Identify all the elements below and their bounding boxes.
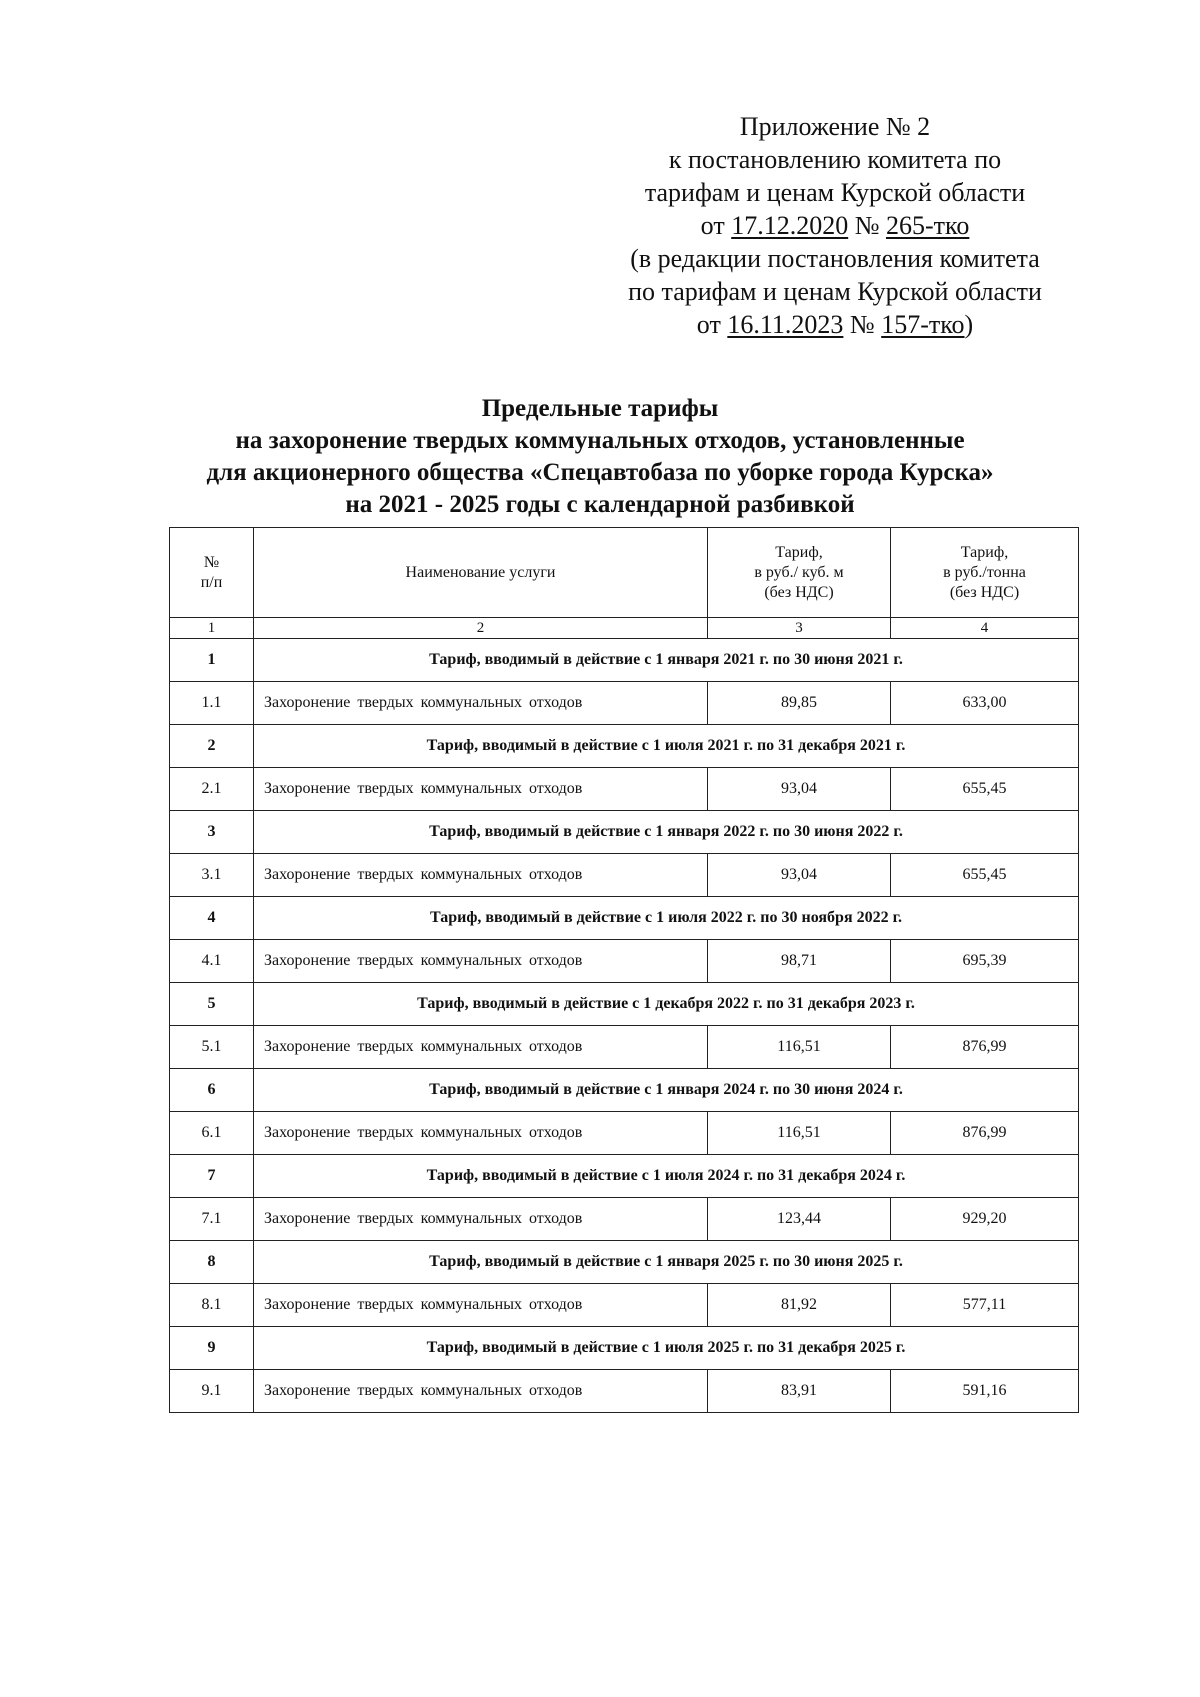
tariff-per-ton: 591,16 bbox=[891, 1370, 1079, 1413]
tariff-per-m3: 116,51 bbox=[708, 1112, 891, 1155]
title-line: на захоронение твердых коммунальных отходов, установленные bbox=[235, 427, 965, 454]
item-number: 2.1 bbox=[170, 768, 254, 811]
period-title: Тариф, вводимый в действие с 1 января 2024 г. по 30 июня 2024 г. bbox=[254, 1069, 1079, 1112]
period-title: Тариф, вводимый в действие с 1 января 2025 г. по 30 июня 2025 г. bbox=[254, 1241, 1079, 1284]
tariff-row bbox=[170, 854, 1079, 897]
tariff-per-ton: 633,00 bbox=[891, 682, 1079, 725]
item-number: 6.1 bbox=[170, 1112, 254, 1155]
annex-line: по тарифам и ценам Курской области bbox=[628, 277, 1042, 306]
annex-prefix: от bbox=[696, 310, 728, 339]
tariff-per-ton: 655,45 bbox=[891, 854, 1079, 897]
header-text: (без НДС) bbox=[764, 583, 834, 601]
column-number: 1 bbox=[170, 618, 254, 639]
tariff-per-m3: 123,44 bbox=[708, 1198, 891, 1241]
tariff-per-ton: 929,20 bbox=[891, 1198, 1079, 1241]
item-number: 3.1 bbox=[170, 854, 254, 897]
period-number: 2 bbox=[170, 725, 254, 768]
document-title bbox=[100, 393, 1100, 521]
header-text: (без НДС) bbox=[949, 583, 1020, 601]
period-number: 7 bbox=[170, 1155, 254, 1198]
annex-line: к постановлению комитета по bbox=[668, 145, 1002, 174]
period-title: Тариф, вводимый в действие с 1 июля 2024 г. по 31 декабря 2024 г. bbox=[254, 1155, 1079, 1198]
header-text: Наименование услуги bbox=[405, 563, 556, 581]
item-number: 4.1 bbox=[170, 940, 254, 983]
decree-date: 17.12.2020 bbox=[731, 211, 849, 240]
period-title: Тариф, вводимый в действие с 1 января 2022 г. по 30 июня 2022 г. bbox=[254, 811, 1079, 854]
revision-date: 16.11.2023 bbox=[727, 310, 844, 339]
tariff-row bbox=[170, 1112, 1079, 1155]
tariff-row bbox=[170, 1026, 1079, 1069]
service-name: Захоронение твердых коммунальных отходов bbox=[254, 1370, 708, 1413]
period-row bbox=[170, 1241, 1079, 1284]
tariff-per-m3: 93,04 bbox=[708, 768, 891, 811]
tariff-row bbox=[170, 1370, 1079, 1413]
header-text: в руб./ куб. м bbox=[754, 563, 844, 581]
header-text: п/п bbox=[200, 573, 223, 591]
tariff-per-m3: 116,51 bbox=[708, 1026, 891, 1069]
tariff-table bbox=[169, 527, 1079, 1413]
annex-line: (в редакции постановления комитета bbox=[630, 244, 1040, 273]
tariff-per-ton: 655,45 bbox=[891, 768, 1079, 811]
period-number: 1 bbox=[170, 639, 254, 682]
service-name: Захоронение твердых коммунальных отходов bbox=[254, 940, 708, 983]
period-title: Тариф, вводимый в действие с 1 июля 2022 г. по 30 ноября 2022 г. bbox=[254, 897, 1079, 940]
annex-revision-ref bbox=[600, 308, 1070, 341]
tariff-per-m3: 83,91 bbox=[708, 1370, 891, 1413]
period-row bbox=[170, 1327, 1079, 1370]
tariff-per-m3: 89,85 bbox=[708, 682, 891, 725]
period-number: 6 bbox=[170, 1069, 254, 1112]
tariff-per-ton: 876,99 bbox=[891, 1026, 1079, 1069]
tariff-row bbox=[170, 682, 1079, 725]
annex-line: Приложение № 2 bbox=[739, 112, 931, 141]
tariff-row bbox=[170, 768, 1079, 811]
item-number: 5.1 bbox=[170, 1026, 254, 1069]
item-number: 7.1 bbox=[170, 1198, 254, 1241]
decree-number: 265-тко bbox=[886, 211, 970, 240]
service-name: Захоронение твердых коммунальных отходов bbox=[254, 682, 708, 725]
item-number: 9.1 bbox=[170, 1370, 254, 1413]
period-row bbox=[170, 811, 1079, 854]
item-number: 8.1 bbox=[170, 1284, 254, 1327]
tariff-per-ton: 577,11 bbox=[891, 1284, 1079, 1327]
column-number: 2 bbox=[254, 618, 708, 639]
header-text: Тариф, bbox=[775, 543, 823, 561]
service-name: Захоронение твердых коммунальных отходов bbox=[254, 1284, 708, 1327]
service-name: Захоронение твердых коммунальных отходов bbox=[254, 768, 708, 811]
tariff-per-m3: 93,04 bbox=[708, 854, 891, 897]
service-name: Захоронение твердых коммунальных отходов bbox=[254, 1198, 708, 1241]
header-tariff-ton bbox=[891, 528, 1079, 618]
period-number: 8 bbox=[170, 1241, 254, 1284]
service-name: Захоронение твердых коммунальных отходов bbox=[254, 854, 708, 897]
annex-number-sign: № bbox=[848, 211, 886, 240]
header-service-name bbox=[254, 528, 708, 618]
annex-prefix: от bbox=[700, 211, 732, 240]
title-line: для акционерного общества «Спецавтобаза по уборке города Курска» bbox=[206, 459, 994, 486]
tariff-per-m3: 98,71 bbox=[708, 940, 891, 983]
period-title: Тариф, вводимый в действие с 1 июля 2025 г. по 31 декабря 2025 г. bbox=[254, 1327, 1079, 1370]
period-row bbox=[170, 1069, 1079, 1112]
column-number: 4 bbox=[891, 618, 1079, 639]
item-number: 1.1 bbox=[170, 682, 254, 725]
tariff-row bbox=[170, 1198, 1079, 1241]
annex-line: тарифам и ценам Курской области bbox=[644, 178, 1026, 207]
column-number: 3 bbox=[708, 618, 891, 639]
service-name: Захоронение твердых коммунальных отходов bbox=[254, 1112, 708, 1155]
period-title: Тариф, вводимый в действие с 1 июля 2021 г. по 31 декабря 2021 г. bbox=[254, 725, 1079, 768]
service-name: Захоронение твердых коммунальных отходов bbox=[254, 1026, 708, 1069]
annex-decree-ref bbox=[600, 209, 1070, 242]
period-number: 3 bbox=[170, 811, 254, 854]
tariff-per-ton: 876,99 bbox=[891, 1112, 1079, 1155]
header-text: Тариф, bbox=[960, 543, 1009, 561]
tariff-per-m3: 81,92 bbox=[708, 1284, 891, 1327]
period-number: 9 bbox=[170, 1327, 254, 1370]
column-number-row bbox=[170, 618, 1079, 639]
tariff-row bbox=[170, 1284, 1079, 1327]
header-row bbox=[170, 528, 1079, 618]
title-line: Предельные тарифы bbox=[481, 395, 719, 422]
period-number: 5 bbox=[170, 983, 254, 1026]
annex-number-sign: № bbox=[843, 310, 882, 339]
tariff-per-ton: 695,39 bbox=[891, 940, 1079, 983]
period-title: Тариф, вводимый в действие с 1 декабря 2022 г. по 31 декабря 2023 г. bbox=[254, 983, 1079, 1026]
header-text: № bbox=[203, 553, 220, 571]
revision-number: 157-тко bbox=[881, 310, 965, 339]
period-row bbox=[170, 725, 1079, 768]
period-title: Тариф, вводимый в действие с 1 января 2021 г. по 30 июня 2021 г. bbox=[254, 639, 1079, 682]
header-tariff-m3 bbox=[708, 528, 891, 618]
title-line: на 2021 - 2025 годы с календарной разбивкой bbox=[345, 491, 855, 518]
annex-suffix: ) bbox=[964, 310, 974, 339]
annex-header bbox=[600, 110, 1070, 341]
period-row bbox=[170, 983, 1079, 1026]
tariff-body bbox=[170, 639, 1079, 1413]
period-number: 4 bbox=[170, 897, 254, 940]
period-row bbox=[170, 1155, 1079, 1198]
tariff-row bbox=[170, 940, 1079, 983]
period-row bbox=[170, 897, 1079, 940]
header-number bbox=[170, 528, 254, 618]
period-row bbox=[170, 639, 1079, 682]
header-text: в руб./тонна bbox=[943, 563, 1026, 581]
